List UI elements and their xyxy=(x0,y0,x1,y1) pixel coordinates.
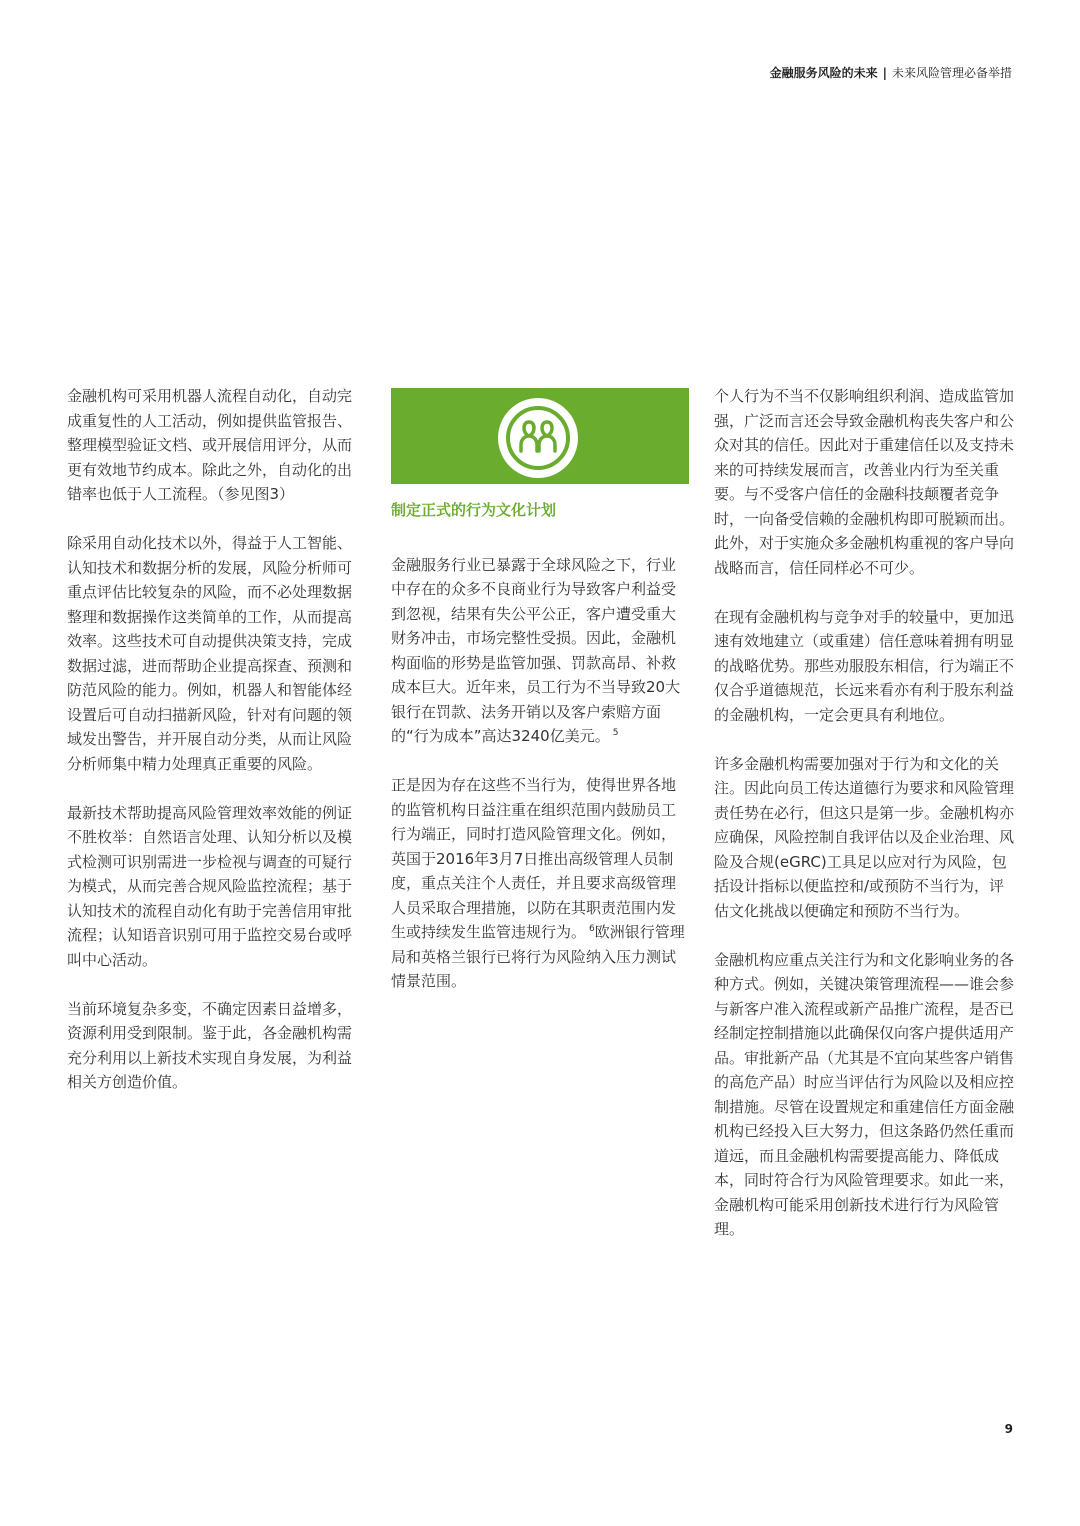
header-separator: | xyxy=(882,66,887,80)
column-right xyxy=(714,384,1014,1266)
paragraph: 许多金融机构需要加强对于行为和文化的关注。因此向员工传达道德行为要求和风险管理责任势在必行，但这只是第一步。金融机构亦应确保，风险控制自我评估以及企业治理、风险及合规(eGRC)工具足以应对行为风险，包括设计指标以便监控和/或预防不当行为，评估文化挑战以便确定和预防不当行为。 xyxy=(714,754,1015,920)
section-title: 制定正式的行为文化计划 xyxy=(391,501,557,519)
paragraph-text: 正是因为存在这些不当行为，使得世界各地的监管机构日益注重在组织范围内鼓励员工行为端正，同时打造风险管理文化。例如，英国于2016年3月7日推出高级管理人员制度，重点关注个人责任，并且要求高级管理人员采取合理措施，以防在其职责范围内发生或持续发生监管违规行为。 xyxy=(391,776,677,941)
paragraph: 金融机构可采用机器人流程自动化，自动完成重复性的人工活动，例如提供监管报告、整理模型验证文档、或开展信用评分，从而更有效地节约成本。除此之外，自动化的出错率也低于人工流程。（参见图3） xyxy=(67,387,353,503)
header-subtitle: 未来风险管理必备举措 xyxy=(891,66,1012,80)
paragraph: 在现有金融机构与竞争对手的较量中，更加迅速有效地建立（或重建）信任意味着拥有明显的战略优势。那些劝服股东相信，行为端正不仅合乎道德规范，长远来看亦有利于股东利益的金融机构，一定会更具有利地位。 xyxy=(714,607,1015,724)
feature-banner xyxy=(391,388,689,484)
people-icon xyxy=(505,405,571,471)
paragraph: 最新技术帮助提高风险管理效率效能的例证不胜枚举：自然语言处理、认知分析以及模式检测可识别需进一步检视与调查的可疑行为模式，从而完善合规风险监控流程；基于认知技术的流程自动化有助于完善信用审批流程；认知语音识别可用于监控交易台或呼叫中心活动。 xyxy=(67,803,353,969)
paragraph: 除采用自动化技术以外，得益于人工智能、认知技术和数据分析的发展，风险分析师可重点评估比较复杂的风险，而不必处理数据整理和数据操作这类简单的工作，从而提高效率。这些技术可自动提供决策支持，完成数据过滤，进而帮助企业提高探查、预测和防范风险的能力。例如，机器人和智能体经设置后可自动扫描新风险，针对有问题的领域发出警告，并开展自动分类，从而让风险分析师集中精力处理真正重要的风险。 xyxy=(67,534,353,773)
paragraph xyxy=(391,773,689,994)
paragraph-text: 欧洲银行管理局和英格兰银行已将行为风险纳入压力测试情景范围。 xyxy=(391,923,685,990)
paragraph: 金融机构应重点关注行为和文化影响业务的各种方式。例如，关键决策管理流程——谁会参与新客户准入流程或新产品推广流程，是否已经制定控制措施以此确保仅向客户提供适用产品。审批新产品（尤其是不宜向某些客户销售的高危产品）时应当评估行为风险以及相应控制措施。尽管在设置规定和重建信任方面金融机构已经投入巨大努力，但这条路仍然任重而道远，而且金融机构需要提高能力、降低成本，同时符合行为风险管理要求。如此一来，金融机构可能采用创新技术进行行为风险管理。 xyxy=(714,950,1015,1238)
running-header xyxy=(770,64,1012,81)
column-left xyxy=(67,384,365,1119)
feature-icon-circle xyxy=(498,398,578,478)
footnote-ref: 6 xyxy=(589,924,595,934)
paragraph xyxy=(391,553,689,749)
column-middle xyxy=(391,384,689,1018)
footnote-ref: 5 xyxy=(612,728,619,738)
header-title: 金融服务风险的未来 xyxy=(769,66,878,80)
paragraph: 个人行为不当不仅影响组织利润、造成监管加强，广泛而言还会导致金融机构丧失客户和公众对其的信任。因此对于重建信任以及支持未来的可持续发展而言，改善业内行为至关重要。与不受客户信任的金融科技颠覆者竞争时，一向备受信赖的金融机构即可脱颖而出。此外，对于实施众多金融机构重视的客户导向战略而言，信任同样必不可少。 xyxy=(714,387,1015,577)
page-number: 9 xyxy=(1004,1422,1013,1436)
paragraph: 当前环境复杂多变，不确定因素日益增多，资源利用受到限制。鉴于此，各金融机构需充分利用以上新技术实现自身发展，为利益相关方创造价值。 xyxy=(67,999,353,1091)
paragraph-text: 金融服务行业已暴露于全球风险之下，行业中存在的众多不良商业行为导致客户利益受到忽视，结果有失公平公正，客户遭受重大财务冲击，市场完整性受损。因此，金融机构面临的形势是监管加强、罚款高昂、补救成本巨大。近年来，员工行为不当导致20大银行在罚款、法务开销以及客户索赔方面的“行为成本”高达3240亿美元。 xyxy=(391,555,681,745)
